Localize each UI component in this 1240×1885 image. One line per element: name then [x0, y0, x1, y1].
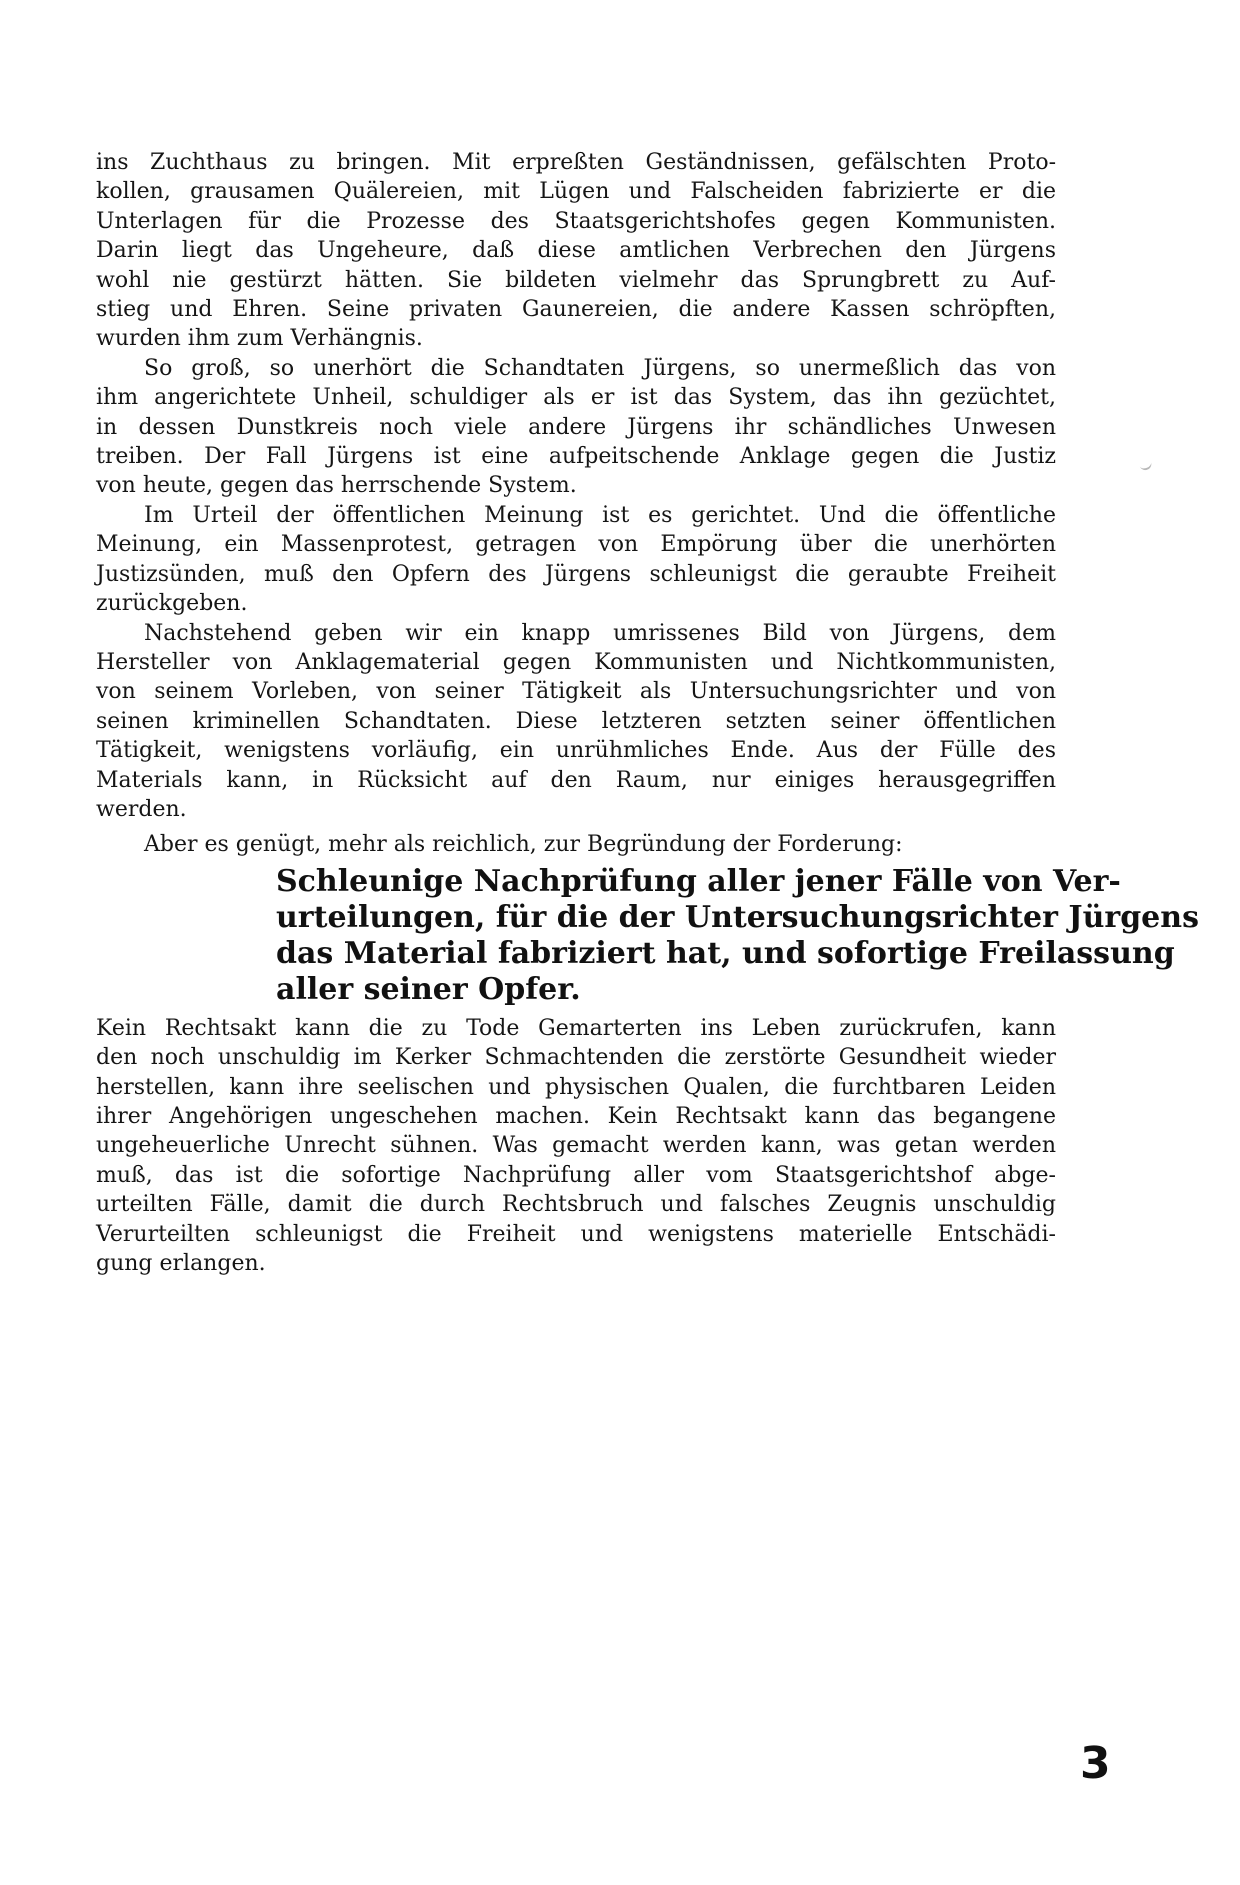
- text-line: zurückgeben.: [96, 591, 248, 617]
- demand-heading: [276, 863, 1199, 1008]
- demand-line: urteilungen, für die der Untersuchungsrichter Jürgens: [276, 899, 1199, 935]
- text-line: Meinung, ein Massenprotest, getragen von Empörung über die unerhörten: [96, 532, 1056, 558]
- text-line: ungeheuerliche Unrecht sühnen. Was gemacht werden kann, was getan werden: [96, 1133, 1056, 1159]
- text-line: Darin liegt das Ungeheure, daß diese amtlichen Verbrechen den Jürgens: [96, 238, 1056, 264]
- text-line: werden.: [96, 796, 187, 822]
- demand-line: das Material fabriziert hat, und sofortige Freilassung: [276, 935, 1175, 971]
- paragraph-3: [96, 501, 1056, 619]
- closing-paragraph: [96, 1014, 1056, 1279]
- text-line: kollen, grausamen Quälereien, mit Lügen und Falscheiden fabrizierte er die: [96, 179, 1056, 205]
- text-line: ihrer Angehörigen ungeschehen machen. Kein Rechtsakt kann das begangene: [96, 1103, 1056, 1129]
- text-line: von seinem Vorleben, von seiner Tätigkeit als Untersuchungsrichter und von: [96, 679, 1056, 705]
- text-line: Materials kann, in Rücksicht auf den Raum, nur einiges herausgegriffen: [96, 767, 1056, 793]
- page-number: 3: [1080, 1738, 1111, 1789]
- text-line: ihm angerichtete Unheil, schuldiger als er ist das System, das ihn gezüchtet,: [96, 385, 1056, 411]
- paragraph-2: [96, 354, 1056, 501]
- text-line: Tätigkeit, wenigstens vorläufig, ein unrühmliches Ende. Aus der Fülle des: [96, 738, 1056, 764]
- demand-line: Schleunige Nachprüfung aller jener Fälle von Ver-: [276, 863, 1121, 899]
- demand-intro: [96, 830, 1056, 859]
- text-line: urteilten Fälle, damit die durch Rechtsbruch und falsches Zeugnis unschuldig: [96, 1192, 1056, 1218]
- text-line: Im Urteil der öffentlichen Meinung ist es gerichtet. Und die öffentliche: [144, 502, 1056, 528]
- text-line: seinen kriminellen Schandtaten. Diese letzteren setzten seiner öffentlichen: [96, 708, 1056, 734]
- text-line: Kein Rechtsakt kann die zu Tode Gemarterten ins Leben zurückrufen, kann: [96, 1015, 1056, 1041]
- text-line: den noch unschuldig im Kerker Schmachtenden die zerstörte Gesundheit wieder: [96, 1045, 1056, 1071]
- text-line: Aber es genügt, mehr als reichlich, zur Begründung der Forderung:: [144, 832, 903, 858]
- text-line: stieg und Ehren. Seine privaten Gaunereien, die andere Kassen schröpften,: [96, 297, 1056, 323]
- text-line: muß, das ist die sofortige Nachprüfung aller vom Staatsgerichtshof abge-: [96, 1162, 1056, 1188]
- text-line: in dessen Dunstkreis noch viele andere Jürgens ihr schändliches Unwesen: [96, 414, 1056, 440]
- demand-line: aller seiner Opfer.: [276, 971, 581, 1007]
- text-line: wurden ihm zum Verhängnis.: [96, 326, 423, 352]
- text-line: herstellen, kann ihre seelischen und physischen Qualen, die furchtbaren Leiden: [96, 1074, 1056, 1100]
- print-speck: [1139, 460, 1153, 472]
- paragraph-1: [96, 148, 1056, 354]
- text-line: ins Zuchthaus zu bringen. Mit erpreßten Geständnissen, gefälschten Proto-: [96, 150, 1056, 175]
- body-text: [96, 148, 1199, 1278]
- text-line: treiben. Der Fall Jürgens ist eine aufpeitschende Anklage gegen die Justiz: [96, 444, 1056, 470]
- text-line: wohl nie gestürzt hätten. Sie bildeten vielmehr das Sprungbrett zu Auf-: [96, 267, 1056, 293]
- text-line: von heute, gegen das herrschende System.: [96, 473, 577, 499]
- text-line: Hersteller von Anklagematerial gegen Kommunisten und Nichtkommunisten,: [96, 649, 1056, 675]
- text-line: gung erlangen.: [96, 1251, 266, 1276]
- text-line: Unterlagen für die Prozesse des Staatsgerichtshofes gegen Kommunisten.: [96, 208, 1056, 234]
- text-line: So groß, so unerhört die Schandtaten Jürgens, so unermeßlich das von: [144, 355, 1056, 381]
- text-line: Nachstehend geben wir ein knapp umrissenes Bild von Jürgens, dem: [144, 620, 1056, 646]
- paragraph-4: [96, 619, 1056, 825]
- text-line: Justizsünden, muß den Opfern des Jürgens schleunigst die geraubte Freiheit: [96, 561, 1056, 587]
- text-line: Verurteilten schleunigst die Freiheit und wenigstens materielle Entschädi-: [96, 1221, 1056, 1247]
